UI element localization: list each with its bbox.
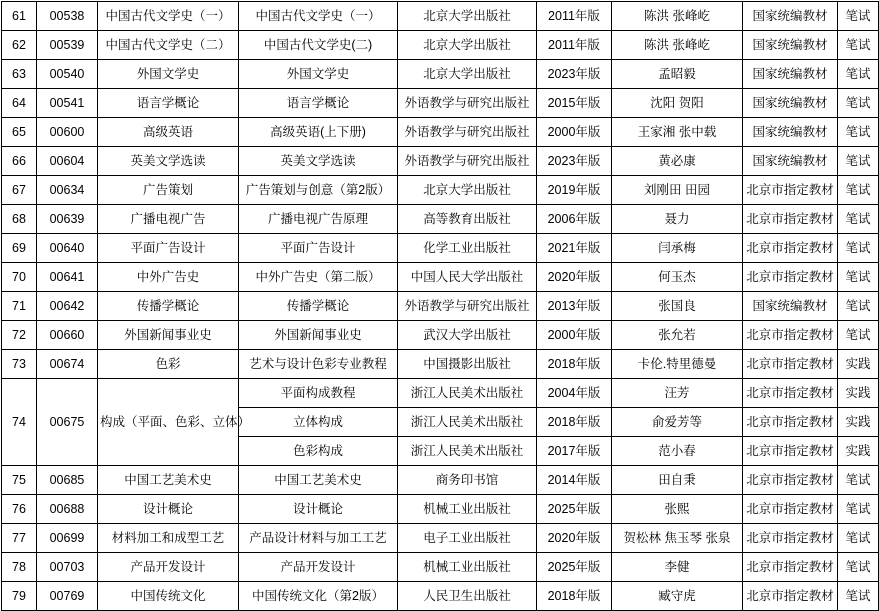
- cell-edition: 2017年版: [537, 437, 612, 466]
- cell-exam-method: 笔试: [838, 466, 879, 495]
- cell-exam-method: 笔试: [838, 89, 879, 118]
- cell-textbook-name: 传播学概论: [239, 292, 398, 321]
- cell-textbook-name: 语言学概论: [239, 89, 398, 118]
- cell-textbook-type: 北京市指定教材: [743, 379, 838, 408]
- cell-exam-method: 笔试: [838, 321, 879, 350]
- cell-course-name: 中国工艺美术史: [98, 466, 239, 495]
- cell-edition: 2025年版: [537, 495, 612, 524]
- table-row: [2, 495, 879, 524]
- cell-sequence-number: 78: [2, 553, 37, 582]
- cell-textbook-type: 国家统编教材: [743, 60, 838, 89]
- cell-textbook-name: 中国古代文学史(二): [239, 31, 398, 60]
- cell-textbook-name: 中国工艺美术史: [239, 466, 398, 495]
- table-row: [2, 89, 879, 118]
- cell-exam-method: 笔试: [838, 60, 879, 89]
- cell-course-name: 平面广告设计: [98, 234, 239, 263]
- cell-textbook-name: 中国传统文化（第2版）: [239, 582, 398, 611]
- cell-textbook-type: 北京市指定教材: [743, 466, 838, 495]
- cell-exam-method: 实践: [838, 379, 879, 408]
- cell-textbook-type: 国家统编教材: [743, 89, 838, 118]
- cell-textbook-name: 中外广告史（第二版）: [239, 263, 398, 292]
- cell-edition: 2025年版: [537, 553, 612, 582]
- cell-publisher: 浙江人民美术出版社: [398, 379, 537, 408]
- cell-textbook-name: 外国文学史: [239, 60, 398, 89]
- cell-exam-method: 笔试: [838, 147, 879, 176]
- cell-course-name: 中国传统文化: [98, 582, 239, 611]
- cell-textbook-type: 北京市指定教材: [743, 553, 838, 582]
- cell-author: 黄必康: [612, 147, 743, 176]
- cell-sequence-number: 71: [2, 292, 37, 321]
- cell-author: 范小春: [612, 437, 743, 466]
- cell-textbook-name: 艺术与设计色彩专业教程: [239, 350, 398, 379]
- cell-textbook-type: 北京市指定教材: [743, 495, 838, 524]
- cell-textbook-name: 设计概论: [239, 495, 398, 524]
- cell-exam-method: 笔试: [838, 263, 879, 292]
- table-row: [2, 118, 879, 147]
- cell-exam-method: 笔试: [838, 495, 879, 524]
- cell-edition: 2014年版: [537, 466, 612, 495]
- cell-textbook-name: 广告策划与创意（第2版）: [239, 176, 398, 205]
- cell-edition: 2019年版: [537, 176, 612, 205]
- cell-publisher: 高等教育出版社: [398, 205, 537, 234]
- cell-sequence-number: 62: [2, 31, 37, 60]
- cell-textbook-type: 国家统编教材: [743, 118, 838, 147]
- cell-course-code: 00769: [37, 582, 98, 611]
- cell-course-code: 00660: [37, 321, 98, 350]
- table-row: [2, 263, 879, 292]
- cell-course-code: 00674: [37, 350, 98, 379]
- cell-author: 刘刚田 田园: [612, 176, 743, 205]
- cell-exam-method: 实践: [838, 408, 879, 437]
- cell-author: 陈洪 张峰屹: [612, 2, 743, 31]
- cell-course-name: 广告策划: [98, 176, 239, 205]
- cell-author: 臧守虎: [612, 582, 743, 611]
- cell-course-name: 中国古代文学史（一）: [98, 2, 239, 31]
- cell-edition: 2023年版: [537, 147, 612, 176]
- table-row: [2, 379, 879, 408]
- textbook-catalog-page: [0, 1, 871, 603]
- cell-author: 李健: [612, 553, 743, 582]
- cell-sequence-number: 65: [2, 118, 37, 147]
- cell-course-name: 高级英语: [98, 118, 239, 147]
- cell-publisher: 人民卫生出版社: [398, 582, 537, 611]
- cell-textbook-type: 北京市指定教材: [743, 234, 838, 263]
- cell-author: 王家湘 张中载: [612, 118, 743, 147]
- table-row: [2, 292, 879, 321]
- table-row: [2, 466, 879, 495]
- table-row: [2, 321, 879, 350]
- cell-author: 陈洪 张峰屹: [612, 31, 743, 60]
- cell-course-code: 00675: [37, 379, 98, 466]
- cell-exam-method: 实践: [838, 437, 879, 466]
- cell-publisher: 外语教学与研究出版社: [398, 292, 537, 321]
- cell-author: 贺松林 焦玉琴 张泉: [612, 524, 743, 553]
- cell-publisher: 中国摄影出版社: [398, 350, 537, 379]
- table-row: [2, 147, 879, 176]
- cell-course-code: 00699: [37, 524, 98, 553]
- cell-exam-method: 笔试: [838, 176, 879, 205]
- cell-exam-method: 笔试: [838, 205, 879, 234]
- cell-textbook-name: 外国新闻事业史: [239, 321, 398, 350]
- cell-edition: 2018年版: [537, 408, 612, 437]
- cell-author: 聂力: [612, 205, 743, 234]
- cell-course-code: 00600: [37, 118, 98, 147]
- cell-publisher: 武汉大学出版社: [398, 321, 537, 350]
- cell-course-name: 传播学概论: [98, 292, 239, 321]
- cell-sequence-number: 64: [2, 89, 37, 118]
- cell-course-name: 构成（平面、色彩、立体）: [98, 379, 239, 466]
- cell-textbook-name: 立体构成: [239, 408, 398, 437]
- cell-edition: 2006年版: [537, 205, 612, 234]
- cell-sequence-number: 74: [2, 379, 37, 466]
- cell-sequence-number: 76: [2, 495, 37, 524]
- cell-course-name: 中国古代文学史（二）: [98, 31, 239, 60]
- cell-publisher: 机械工业出版社: [398, 553, 537, 582]
- cell-course-name: 设计概论: [98, 495, 239, 524]
- cell-sequence-number: 70: [2, 263, 37, 292]
- cell-publisher: 外语教学与研究出版社: [398, 147, 537, 176]
- cell-textbook-type: 北京市指定教材: [743, 263, 838, 292]
- cell-textbook-type: 北京市指定教材: [743, 582, 838, 611]
- cell-textbook-type: 国家统编教材: [743, 147, 838, 176]
- cell-course-code: 00688: [37, 495, 98, 524]
- cell-publisher: 北京大学出版社: [398, 2, 537, 31]
- table-row: [2, 60, 879, 89]
- cell-exam-method: 笔试: [838, 234, 879, 263]
- cell-author: 卡伦.特里德曼: [612, 350, 743, 379]
- cell-publisher: 外语教学与研究出版社: [398, 89, 537, 118]
- cell-course-name: 外国文学史: [98, 60, 239, 89]
- cell-textbook-name: 平面广告设计: [239, 234, 398, 263]
- cell-exam-method: 笔试: [838, 553, 879, 582]
- cell-course-code: 00604: [37, 147, 98, 176]
- cell-textbook-name: 平面构成教程: [239, 379, 398, 408]
- cell-publisher: 外语教学与研究出版社: [398, 118, 537, 147]
- cell-sequence-number: 77: [2, 524, 37, 553]
- cell-edition: 2004年版: [537, 379, 612, 408]
- cell-textbook-type: 北京市指定教材: [743, 350, 838, 379]
- cell-textbook-type: 北京市指定教材: [743, 524, 838, 553]
- cell-publisher: 北京大学出版社: [398, 176, 537, 205]
- textbook-table: [1, 1, 879, 611]
- cell-author: 张熙: [612, 495, 743, 524]
- cell-exam-method: 笔试: [838, 31, 879, 60]
- cell-course-name: 材料加工和成型工艺: [98, 524, 239, 553]
- cell-edition: 2000年版: [537, 321, 612, 350]
- cell-exam-method: 笔试: [838, 524, 879, 553]
- cell-textbook-type: 国家统编教材: [743, 292, 838, 321]
- cell-edition: 2023年版: [537, 60, 612, 89]
- cell-sequence-number: 75: [2, 466, 37, 495]
- cell-sequence-number: 67: [2, 176, 37, 205]
- cell-textbook-name: 中国古代文学史（一）: [239, 2, 398, 31]
- cell-course-name: 广播电视广告: [98, 205, 239, 234]
- cell-publisher: 商务印书馆: [398, 466, 537, 495]
- cell-author: 孟昭毅: [612, 60, 743, 89]
- table-row: [2, 524, 879, 553]
- cell-edition: 2013年版: [537, 292, 612, 321]
- cell-course-code: 00641: [37, 263, 98, 292]
- cell-course-name: 产品开发设计: [98, 553, 239, 582]
- cell-textbook-type: 国家统编教材: [743, 2, 838, 31]
- cell-publisher: 中国人民大学出版社: [398, 263, 537, 292]
- table-row: [2, 2, 879, 31]
- cell-textbook-type: 北京市指定教材: [743, 205, 838, 234]
- cell-textbook-type: 北京市指定教材: [743, 408, 838, 437]
- cell-edition: 2000年版: [537, 118, 612, 147]
- cell-textbook-type: 北京市指定教材: [743, 176, 838, 205]
- cell-course-name: 英美文学选读: [98, 147, 239, 176]
- cell-course-code: 00642: [37, 292, 98, 321]
- cell-course-name: 色彩: [98, 350, 239, 379]
- cell-publisher: 北京大学出版社: [398, 60, 537, 89]
- cell-edition: 2018年版: [537, 582, 612, 611]
- cell-course-name: 中外广告史: [98, 263, 239, 292]
- table-row: [2, 350, 879, 379]
- cell-sequence-number: 63: [2, 60, 37, 89]
- table-row: [2, 176, 879, 205]
- cell-author: 俞爱芳等: [612, 408, 743, 437]
- cell-course-code: 00538: [37, 2, 98, 31]
- cell-exam-method: 笔试: [838, 118, 879, 147]
- table-row: [2, 205, 879, 234]
- cell-textbook-name: 产品开发设计: [239, 553, 398, 582]
- cell-exam-method: 笔试: [838, 582, 879, 611]
- cell-publisher: 机械工业出版社: [398, 495, 537, 524]
- cell-course-code: 00703: [37, 553, 98, 582]
- cell-sequence-number: 72: [2, 321, 37, 350]
- cell-sequence-number: 79: [2, 582, 37, 611]
- cell-textbook-type: 北京市指定教材: [743, 321, 838, 350]
- cell-edition: 2018年版: [537, 350, 612, 379]
- cell-author: 张允若: [612, 321, 743, 350]
- cell-textbook-name: 产品设计材料与加工工艺: [239, 524, 398, 553]
- cell-sequence-number: 61: [2, 2, 37, 31]
- table-row: [2, 31, 879, 60]
- cell-edition: 2011年版: [537, 2, 612, 31]
- cell-sequence-number: 66: [2, 147, 37, 176]
- cell-course-code: 00634: [37, 176, 98, 205]
- cell-course-code: 00541: [37, 89, 98, 118]
- cell-author: 沈阳 贺阳: [612, 89, 743, 118]
- table-row: [2, 582, 879, 611]
- cell-publisher: 北京大学出版社: [398, 31, 537, 60]
- cell-edition: 2011年版: [537, 31, 612, 60]
- cell-exam-method: 实践: [838, 350, 879, 379]
- cell-edition: 2015年版: [537, 89, 612, 118]
- cell-publisher: 电子工业出版社: [398, 524, 537, 553]
- cell-publisher: 浙江人民美术出版社: [398, 408, 537, 437]
- cell-edition: 2020年版: [537, 263, 612, 292]
- cell-sequence-number: 69: [2, 234, 37, 263]
- cell-course-code: 00640: [37, 234, 98, 263]
- cell-course-code: 00540: [37, 60, 98, 89]
- cell-author: 张国良: [612, 292, 743, 321]
- cell-textbook-name: 广播电视广告原理: [239, 205, 398, 234]
- cell-textbook-name: 高级英语(上下册): [239, 118, 398, 147]
- cell-textbook-type: 北京市指定教材: [743, 437, 838, 466]
- cell-author: 田自秉: [612, 466, 743, 495]
- table-body: [2, 2, 879, 611]
- cell-course-code: 00539: [37, 31, 98, 60]
- cell-edition: 2021年版: [537, 234, 612, 263]
- cell-publisher: 浙江人民美术出版社: [398, 437, 537, 466]
- cell-course-name: 语言学概论: [98, 89, 239, 118]
- table-row: [2, 234, 879, 263]
- cell-author: 汪芳: [612, 379, 743, 408]
- cell-textbook-type: 国家统编教材: [743, 31, 838, 60]
- cell-textbook-name: 色彩构成: [239, 437, 398, 466]
- cell-edition: 2020年版: [537, 524, 612, 553]
- cell-exam-method: 笔试: [838, 2, 879, 31]
- cell-sequence-number: 68: [2, 205, 37, 234]
- cell-author: 闫承梅: [612, 234, 743, 263]
- cell-course-name: 外国新闻事业史: [98, 321, 239, 350]
- table-row: [2, 553, 879, 582]
- cell-author: 何玉杰: [612, 263, 743, 292]
- cell-sequence-number: 73: [2, 350, 37, 379]
- cell-exam-method: 笔试: [838, 292, 879, 321]
- cell-textbook-name: 英美文学选读: [239, 147, 398, 176]
- cell-course-code: 00685: [37, 466, 98, 495]
- cell-publisher: 化学工业出版社: [398, 234, 537, 263]
- cell-course-code: 00639: [37, 205, 98, 234]
